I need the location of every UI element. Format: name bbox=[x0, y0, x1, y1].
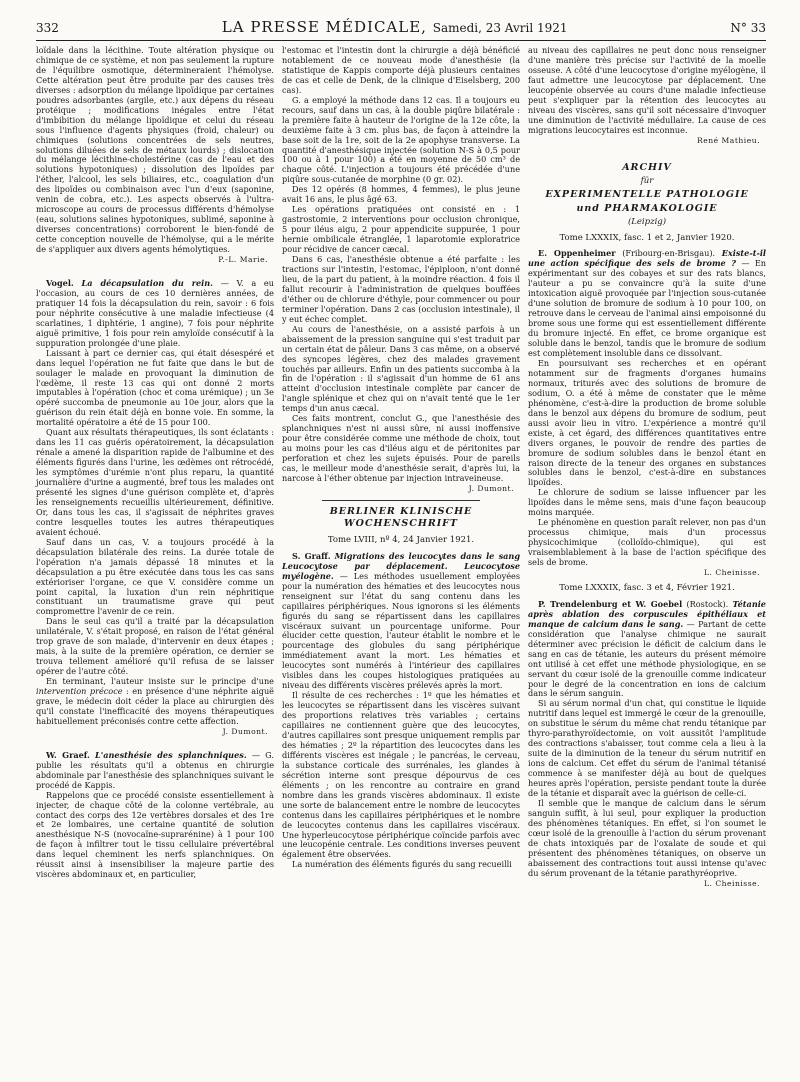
article-paragraph bbox=[528, 249, 766, 358]
volume-line: Tome LXXXIX, fasc. 1 et 2, Janvier 1920. bbox=[559, 232, 735, 243]
journal-name: LA PRESSE MÉDICALE, bbox=[221, 18, 427, 36]
volume-line: Tome LXXXIX, fasc. 3 et 4, Février 1921. bbox=[559, 582, 735, 593]
column-1 bbox=[36, 46, 274, 895]
paragraph: Dans 6 cas, l'anesthésie obtenue a été parfaite : les tractions sur l'intestin, l'estomac, l'épiploon, n'ont donné lieu, de la part du patient, à la moindre réaction. 4 fois il fallut recourir à l'administration de quelques bouffées d'éther ou de chlorure d'éthyle, pour commencer ou pour terminer l'opération. Dans 2 cas (occlusion intestinale), il y eut échec complet. bbox=[282, 254, 520, 324]
article-paragraph bbox=[36, 279, 274, 349]
signature: L. Cheinisse. bbox=[703, 878, 760, 888]
article-place: (Rostock). bbox=[686, 598, 729, 609]
article-text: — Partant de cette considération que l'analyse chimique ne saurait déterminer avec précision le déficit de calcium dans le sang en cas de tétanie, les auteurs du présent mémoire ont utilisé à cet effet une méthode physiologique, en se servant du cœur isolé de la grenouille comme indicateur pour le degré de la concentration en ions de calcium dans le sérum sanguin. bbox=[528, 618, 766, 699]
divider bbox=[322, 500, 480, 501]
article-title: Existe-t-il une action spécifique des sels de brome ? bbox=[528, 248, 766, 269]
paragraph: l'estomac et l'intestin dont la chirurgie a déjà bénéficié notablement de ce nouveau mode d'anesthésie (la statistique de Kappis comporte déjà plusieurs centaines de cas et celle de Denk, de la clinique d'Eiselsberg, 200 cas). bbox=[282, 45, 520, 95]
journal-section-connector: für bbox=[640, 175, 654, 186]
paragraph: Quant aux résultats thérapeutiques, ils sont éclatants : dans les 11 cas guéris opératoirement, la décapsulation rénale a amené la disparition rapide de l'albumine et des éléments figurés dans l'urine, les œdèmes ont rétrocédé, les symptômes d'urémie n'ont plus reparu, la quantité journalière d'urine a augmenté, bref tous les malades ont présenté les signes d'une guérison complète et, d'après les renseignements recueillis ultérieurement, définitive. Or, dans tous les cas, il s'agissait de néphrites graves contre lesquelles toutes les autres thérapeutiques avaient échoué. bbox=[36, 427, 274, 537]
page-header bbox=[36, 18, 766, 41]
paragraph: La numération des éléments figurés du sang recueilli bbox=[292, 859, 512, 870]
signature: J. Dumont. bbox=[468, 483, 514, 493]
paragraph: Il résulte de ces recherches : 1º que les hématies et les leucocytes se répartissent dans les viscères suivant des proportions relatives très variables ; certains capillaires ne contiennent guère que des leucocytes, d'autres capillaires sont presque uniquement remplis par des hématies ; 2º la répartition des leucocytes dans les différents viscères est inégale ; le pancréas, le cerveau, la substance corticale des surrénales, les glandes à sécrétion interne sont presque dépourvus de ces éléments ; on les rencontre au contraire en grand nombre dans les grands viscères abdominaux. Il existe une sorte de balancement entre le nombre de leucocytes contenus dans les capillaires périphériques et le nombre de leucocytes contenus dans les capillaires viscéraux. Une hyperleucocytose périphérique coïncide parfois avec une leucopénie centrale. Les conditions inverses peuvent également être observées. bbox=[282, 690, 520, 860]
journal-section-heading: EXPERIMENTELLE PATHOLOGIE bbox=[545, 188, 749, 200]
issue-number: N° 33 bbox=[730, 21, 766, 35]
signature: L. Cheinisse. bbox=[703, 567, 760, 577]
article-paragraph bbox=[282, 552, 520, 691]
article-author: W. Graef. bbox=[46, 749, 90, 760]
article-author: E. Oppenheimer bbox=[538, 248, 616, 259]
paragraph: Au cours de l'anesthésie, on a assisté parfois à un abaissement de la pression sanguine qui s'est traduit par un certain état de pâleur. Dans 3 cas même, on a observé des syncopes légères, chez des malades gravement touchés par ailleurs. Enfin un des patients succomba à la fin de l'opération : il s'agissait d'un homme de 61 ans atteint d'occlusion intestinale complète par cancer de l'angle splénique et chez qui on n'avait tenté que le 1er temps d'un anus cæcal. bbox=[282, 323, 520, 414]
article-title: Tétanie après ablation des corpuscules épithéliaux et manque de calcium dans le sang. bbox=[528, 598, 766, 629]
journal-title bbox=[222, 18, 568, 36]
journal-section-heading: und PHARMAKOLOGIE bbox=[576, 202, 718, 214]
signature: P.-L. Marie. bbox=[218, 255, 268, 265]
paragraph: Le phénomène en question paraît relever, non pas d'un processus chimique, mais d'un processus physicochimique (colloïdo-chimique), qui est vraisemblablement à la base de l'action spécifique des sels de brome. bbox=[528, 517, 766, 568]
paragraph: au niveau des capillaires ne peut donc nous renseigner d'une manière très précise sur l'activité de la moelle osseuse. A côté d'une leucocytose d'origine myélogène, il faut admettre une leucocytose par déplacement. Une leucopénie observée au cours d'une maladie infectieuse peut s'expliquer par la rétention des leucocytes au niveau des viscères, sans qu'il soit nécessaire d'invoquer une diminution de l'activité médullaire. La cause de ces migrations leucocytaires est inconnue. bbox=[528, 45, 766, 135]
article-text: — En expérimentant sur des cobayes et sur des rats blancs, l'auteur a pu se convaincre qu'à la suite d'une intoxication aiguë provoquée par l'injection sous-cutanée d'une solution de bromure de sodium à 10 pour 100, on retrouve dans le cerveau de l'animal ainsi empoisonné du brome sous une forme qui est essentiellement différente du bromure injecté. En effet, ce brome organique est soluble dans le benzol, tandis que le bromure de sodium est complètement insoluble dans ce dissolvant. bbox=[528, 258, 767, 359]
article-text: — Les méthodes usuellement employées pour la numération des hématies et des leucocytes nous renseignent sur l'état du sang contenu dans les capillaires périphériques. Nous ignorons si les éléments figurés du sang se répartissent dans les capillaires viscéraux suivant un pourcentage uniforme. Pour élucider cette question, l'auteur établit le nombre et le pourcentage des globules du sang périphérique immédiatement avant la mort. Les hématies et leucocytes sont numérés à l'intérieur des capillaires visibles dans les coupes histologiques pratiquées au niveau des différents viscères prélevés après la mort. bbox=[282, 570, 521, 691]
paragraph: loïdale dans la lécithine. Toute altération physique ou chimique de ce système, et non pas seulement la rupture de l'équilibre osmotique, détermineraient l'hémolyse. Cette altération peut être produite par des causes très diverses : adsorption du mélange lipoïdique par certaines poudres adsorbantes (argile, etc.) aux dépens du réseau protéique ; modifications inégales entre l'état d'imbibition du mélange lipoïdique et celui du réseau sous l'influence d'agents physiques (froid, chaleur) ou chimiques (solutions concentrées de sels neutres, solutions diluées de sels de métaux lourds) ; dislocation du mélange lécithine-cholestérine (cas de l'eau et des solutions hypotoniques) ; dissolution des lipoïdes par l'éther, l'alcool, les sels biliaires, etc., coagulation d'un des lipoïdes ou combinaison avec l'un d'eux (saponine, venin de cobra, etc.). Les aspects observés à l'ultra-microscope au cours de processus différents d'hémolyse (eau, solutions salines hypotoniques, sublimé, saponine à diverses concentrations) corroborent le bien-fondé de cette conception nouvelle de l'hémolyse, qui a le mérite de s'appliquer aux divers agents hémolytiques. bbox=[36, 45, 274, 255]
paragraph: Les opérations pratiquées ont consisté en : 1 gastrostomie, 2 interventions pour occlusion chronique, 5 pour iléus aigu, 2 pour appendicite suppurée, 1 pour hernie ombilicale étranglée, 1 laparotomie exploratrice pour récidive de cancer cæcal. bbox=[282, 204, 520, 255]
paragraph: Dans le seul cas qu'il a traité par la décapsulation unilatérale, V. s'était proposé, en raison de l'état général trop grave de son malade, d'intervenir en deux étapes ; mais, à la suite de la première opération, ce dernier se trouva tellement amélioré qu'il refusa de se laisser opérer de l'autre côté. bbox=[36, 616, 274, 677]
columns bbox=[36, 46, 766, 895]
article-title: Migrations des leucocytes dans le sang Leucocytose par déplacement. Leucocytose myélogène. bbox=[282, 550, 521, 581]
paragraph: Si au sérum normal d'un chat, qui constitue le liquide nutritif dans lequel est immergé le cœur de la grenouille, on substitue le sérum du même chat rendu tétanique par thyro-parathyroïdectomie, on voit aussitôt l'amplitude des contractions s'abaisser, tout comme cela a lieu à la suite de la diminution de la teneur du sérum nutritif en ions de calcium. Cet effet du sérum de l'animal tétanisé commence à se manifester déjà au bout de quelques heures après l'opération, persiste pendant toute la durée de la tétanie et disparaît avec la guérison de celle-ci. bbox=[528, 698, 766, 798]
column-2 bbox=[282, 46, 520, 895]
article-title: L'anesthésie des splanchniques. bbox=[95, 749, 247, 760]
paragraph: Il semble que le manque de calcium dans le sérum sanguin suffit, à lui seul, pour expliquer la production des phénomènes tétaniques. En effet, si l'on soumet le cœur isolé de la grenouille à l'action du sérum provenant de chats intoxiqués par de l'oxalate de soude et qui présentent des phénomènes tétaniques, on observe un abaissement des contractions tout aussi intense qu'avec du sérum provenant de la tétanie parathyréoprive. bbox=[528, 797, 766, 878]
paragraph: Ces faits montrent, conclut G., que l'anesthésie des splanchniques n'est ni aussi sûre, ni aussi inoffensive pour être considérée comme une méthode de choix, tout au moins pour les cas d'iléus aigu et de péritonites par perforation et chez les sujets épuisés. Pour de pareils cas, le meilleur mode d'anesthésie serait, d'après lui, la narcose à l'éther obtenue par injection intraveineuse. bbox=[282, 413, 520, 483]
paragraph: Sauf dans un cas, V. a toujours procédé à la décapsulation bilatérale des reins. La durée totale de l'opération n'a jamais dépassé 18 minutes et la décapsulation a pu être exécutée dans tous les cas sans extérioriser l'organe, ce que V. considère comme un point capital, la luxation d'un rein néphritique constituant un traumatisme grave qui peut compromettre l'avenir de ce rein. bbox=[36, 536, 274, 617]
journal-location: (Leipzig) bbox=[627, 216, 667, 227]
article-paragraph bbox=[528, 600, 766, 700]
paragraph: G. a employé la méthode dans 12 cas. Il a toujours eu recours, sauf dans un cas, à la double piqûre bilatérale : la première faite à hauteur de l'origine de la 12e côte, la deuxième faite à 3 cm. plus bas, de façon à atteindre la base soit de la 1re, soit de la 2e apophyse transverse. La quantité d'anesthésique injectée (solution N-S à 0,5 pour 100 ou à 1 pour 100) a été en moyenne de 50 cm³ de chaque côté. L'injection a toujours été précédée d'une piqûre sous-cutanée de morphine (0 gr. 02). bbox=[282, 94, 520, 185]
volume-line: Tome LVIII, nº 4, 24 Janvier 1921. bbox=[327, 534, 475, 545]
article-author: S. Graff. bbox=[292, 550, 331, 561]
article-author: Vogel. bbox=[46, 277, 74, 288]
signature: René Mathieu. bbox=[697, 135, 760, 145]
emphasis: intervention précoce bbox=[36, 686, 123, 697]
paragraph: En poursuivant ses recherches et en opérant notamment sur de fragments d'organes humains normaux, triturés avec des solutions de bromure de sodium, O. a été à même de constater que le même phénomène, c'est-à-dire la production de brome soluble dans le benzol aux dépens du bromure de sodium, peut aussi avoir lieu in vitro. L'expérience a montré qu'il existe, à cet égard, des différences quantitatives entre divers organes, le pouvoir de rendre des parties de bromure de sodium solubles dans le benzol étant en raison directe de la teneur des organes en substances solubles dans le benzol, c'est-à-dire en substances lipoïdes. bbox=[528, 357, 766, 488]
article-text: — V. a eu l'occasion, au cours de ces 10 dernières années, de pratiquer 14 fois la décapsulation du rein, savoir : 6 fois pour néphrite consécutive à une maladie infectieuse (4 scarlatines, 1 diphtérie, 1 angine), 7 fois pour néphrite aiguë primitive, 1 fois pour rein amyloïde consécutif à la suppuration prolongée d'une plaie. bbox=[36, 277, 274, 348]
article-author: P. Trendelenburg et W. Goebel bbox=[538, 598, 683, 609]
journal-section-heading: BERLINER KLINISCHE WOCHENSCHRIFT bbox=[329, 505, 473, 529]
article-paragraph bbox=[36, 751, 274, 791]
paragraph-text: En terminant, l'auteur insiste sur le principe d'une bbox=[46, 676, 274, 687]
paragraph-text: : en présence d'une néphrite aiguë grave, le médecin doit céder la place au chirurgien dès qu'il constate l'inefficacité des moyens thérapeutiques habituellement préconisés contre cette affection. bbox=[36, 686, 274, 726]
issue-date: Samedi, 23 Avril 1921 bbox=[432, 21, 568, 35]
paragraph: Des 12 opérés (8 hommes, 4 femmes), le plus jeune avait 16 ans, le plus âgé 63. bbox=[282, 184, 520, 205]
page-number: 332 bbox=[36, 21, 59, 35]
paragraph: Le chlorure de sodium se laisse influencer par les lipoïdes dans le même sens, mais d'une façon beaucoup moins marquée. bbox=[528, 487, 766, 518]
signature: J. Dumont. bbox=[222, 726, 268, 736]
article-place: (Fribourg-en-Brisgau). bbox=[622, 248, 716, 259]
spacer bbox=[528, 152, 766, 160]
paragraph: Laissant à part ce dernier cas, qui était désespéré et dans lequel l'opération ne fut faite que dans le but de soulager le malade en provoquant la diminution de l'œdème, il reste 13 cas qui ont donné 2 morts imputables à l'opération (choc et coma urémique) ; un 3e opéré succomba de pneumonie au 10e jour, alors que la guérison du rein était déjà en bonne voie. En somme, la mortalité opératoire a été de 15 pour 100. bbox=[36, 347, 274, 428]
paragraph bbox=[36, 677, 274, 727]
article-text: — G. publie les résultats qu'il a obtenus en chirurgie abdominale par l'anesthésie des splanchniques suivant le procédé de Kappis. bbox=[36, 749, 274, 790]
journal-section-heading: ARCHIV bbox=[622, 161, 672, 173]
paragraph: Rappelons que ce procédé consiste essentiellement à injecter, de chaque côté de la colonne vertébrale, au contact des corps des 12e vertèbres dorsales et des 1re et 2e lombaires, une certaine quantité de solution anesthésique N-S (novocaïne-suprarénine) à 1 pour 100 de façon à infiltrer tout le tissu cellulaire prévertébral dans lequel cheminent les nerfs splanchniques. On réussit ainsi à insensibiliser la majeure partie des viscères abdominaux et, en particulier, bbox=[36, 789, 274, 880]
column-3 bbox=[528, 46, 766, 895]
article-title: La décapsulation du rein. bbox=[81, 277, 213, 288]
